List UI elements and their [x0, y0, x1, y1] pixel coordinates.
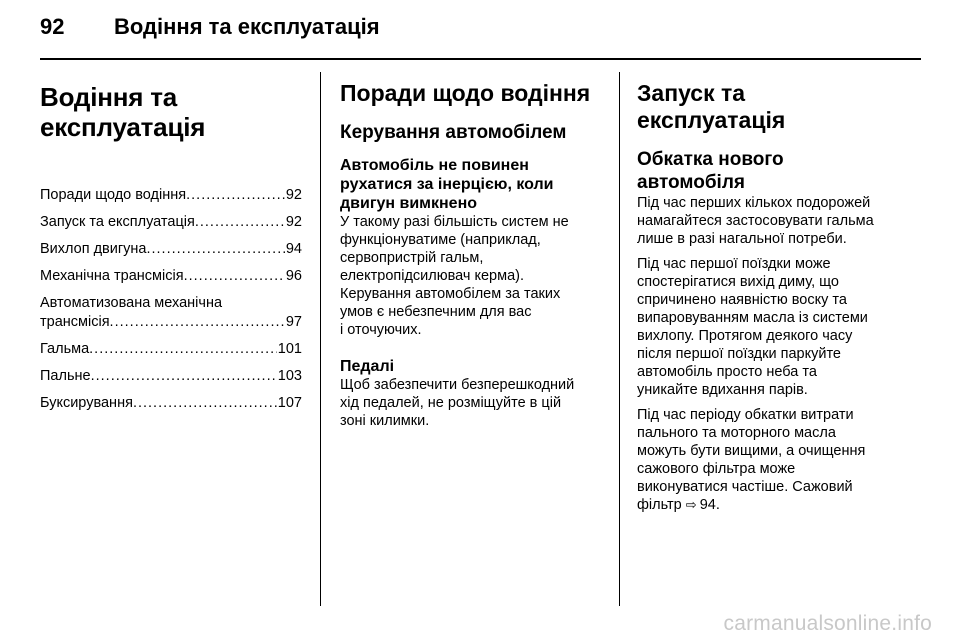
toc-leader-dots	[186, 186, 285, 205]
toc-leader-dots	[91, 367, 277, 386]
text-line: сажового фільтра може	[637, 461, 796, 477]
toc-entry-page: 97	[285, 314, 302, 330]
chapter-title-line-2: експлуатація	[40, 112, 206, 142]
header-divider	[40, 58, 921, 60]
text-line: Керування автомобілем за таких	[340, 286, 561, 302]
toc-entry-row	[40, 340, 302, 359]
text-line: зоні килимки.	[340, 413, 430, 429]
starting-title	[637, 80, 907, 134]
column-divider-2	[619, 72, 620, 606]
running-in-title-line-1: Обкатка нового	[637, 149, 784, 170]
watermark: carmanualsonline.info	[723, 612, 932, 635]
page-header	[40, 14, 380, 40]
text-line: Під час першої поїздки може	[637, 256, 831, 272]
text-line: Щоб забезпечити безперешкодний	[340, 377, 575, 393]
text-line: хід педалей, не розміщуйте в цій	[340, 395, 562, 411]
soot-filter-text: фільтр	[637, 497, 682, 513]
page-reference-link[interactable]: 94.	[699, 497, 720, 513]
running-in-paragraph-1	[637, 194, 907, 248]
vehicle-control-title: Керування автомобілем	[340, 122, 567, 143]
no-coasting-title-line-1: Автомобіль не повинен	[340, 157, 529, 174]
text-line: і оточуючих.	[340, 322, 422, 338]
toc-entry[interactable]	[40, 213, 302, 232]
toc-entry[interactable]	[40, 267, 302, 286]
toc-entry-row	[40, 213, 302, 232]
toc-entry-row	[40, 313, 302, 332]
text-line: електропідсилювач керма).	[340, 268, 524, 284]
pedals-text	[340, 376, 605, 430]
text-line: функціонуватиме (наприклад,	[340, 232, 541, 248]
column-divider-1	[320, 72, 321, 606]
text-line: пального та моторного масла	[637, 425, 836, 441]
text-line: спостерігатися вихід диму, що	[637, 274, 839, 290]
toc-leader-dots	[133, 394, 277, 413]
text-line: автомобіль просто неба та	[637, 364, 817, 380]
toc-entry-page: 94	[285, 241, 302, 257]
toc-leader-dots	[110, 313, 285, 332]
column-driving-hints	[340, 72, 605, 430]
toc-leader-dots	[89, 340, 277, 359]
running-in-title	[637, 148, 907, 194]
no-coasting-title-line-3: двигун вимкнено	[340, 195, 478, 212]
text-line: можуть бути вищими, а очищення	[637, 443, 866, 459]
text-line: випаровуванням масла із системи	[637, 310, 868, 326]
toc-leader-dots	[184, 267, 285, 286]
running-in-title-line-2: автомобіля	[637, 172, 745, 193]
toc-entry[interactable]	[40, 340, 302, 359]
table-of-contents	[40, 186, 302, 413]
toc-entry-title-line: Автоматизована механічна	[40, 295, 223, 311]
toc-leader-dots	[195, 213, 285, 232]
toc-entry-page: 103	[277, 368, 302, 384]
driving-hints-title: Поради щодо водіння	[340, 80, 591, 106]
toc-entry-title: Запуск та експлуатація	[40, 214, 195, 230]
toc-entry[interactable]	[40, 186, 302, 205]
running-in-paragraph-2	[637, 255, 907, 399]
toc-entry-title: Поради щодо водіння	[40, 187, 187, 203]
toc-entry-page: 92	[285, 187, 302, 203]
toc-entry-page: 107	[277, 395, 302, 411]
text-line: лише в разі нагальної потреби.	[637, 231, 847, 247]
text-line: сервопристрій гальм,	[340, 250, 484, 266]
text-line: уникайте вдихання парів.	[637, 382, 808, 398]
toc-entry-row	[40, 394, 302, 413]
toc-entry-row	[40, 267, 302, 286]
running-in-paragraph-3-lines	[637, 407, 865, 495]
toc-entry[interactable]	[40, 394, 302, 413]
header-title: Водіння та експлуатація	[114, 14, 380, 39]
toc-entry-title: Гальма	[40, 341, 90, 357]
toc-entry-row	[40, 367, 302, 386]
toc-entry-page: 101	[277, 341, 302, 357]
toc-entry-title: трансмісія	[40, 314, 110, 330]
toc-entry[interactable]	[40, 367, 302, 386]
no-coasting-title	[340, 156, 605, 213]
text-line: вихлопу. Протягом деякого часу	[637, 328, 853, 344]
column-starting-operating	[637, 72, 907, 514]
arrow-right-outline-icon[interactable]: ⇨	[685, 497, 697, 512]
no-coasting-text	[340, 213, 605, 339]
text-line: намагайтеся застосовувати гальма	[637, 213, 874, 229]
no-coasting-title-line-2: рухатися за інерцією, коли	[340, 176, 554, 193]
pedals-title: Педалі	[340, 358, 395, 375]
toc-entry-title: Механічна трансмісія	[40, 268, 184, 284]
toc-entry-title: Вихлоп двигуна	[40, 241, 147, 257]
toc-entry[interactable]	[40, 240, 302, 259]
text-line: виконуватися частіше. Сажовий	[637, 479, 853, 495]
chapter-title	[40, 82, 302, 142]
toc-entry-title: Пальне	[40, 368, 91, 384]
toc-entry-page: 96	[285, 268, 302, 284]
text-line: У такому разі більшість систем не	[340, 214, 569, 230]
text-line: після першої поїздки паркуйте	[637, 346, 841, 362]
toc-entry-page: 92	[285, 214, 302, 230]
page-number: 92	[40, 14, 65, 39]
running-in-paragraph-3	[637, 406, 907, 514]
toc-entry-title: Буксирування	[40, 395, 133, 411]
toc-leader-dots	[146, 240, 284, 259]
toc-entry-row	[40, 186, 302, 205]
toc-entry-row	[40, 240, 302, 259]
starting-title-line-1: Запуск та	[637, 80, 746, 106]
chapter-title-line-1: Водіння та	[40, 82, 178, 112]
text-line: умов є небезпечним для вас	[340, 304, 532, 320]
toc-entry[interactable]	[40, 294, 302, 332]
text-line: Під час періоду обкатки витрати	[637, 407, 854, 423]
starting-title-line-2: експлуатація	[637, 107, 786, 133]
column-chapter-toc	[40, 72, 302, 421]
text-line: Під час перших кількох подорожей	[637, 195, 871, 211]
text-line: спричинено наявністю воску та	[637, 292, 847, 308]
